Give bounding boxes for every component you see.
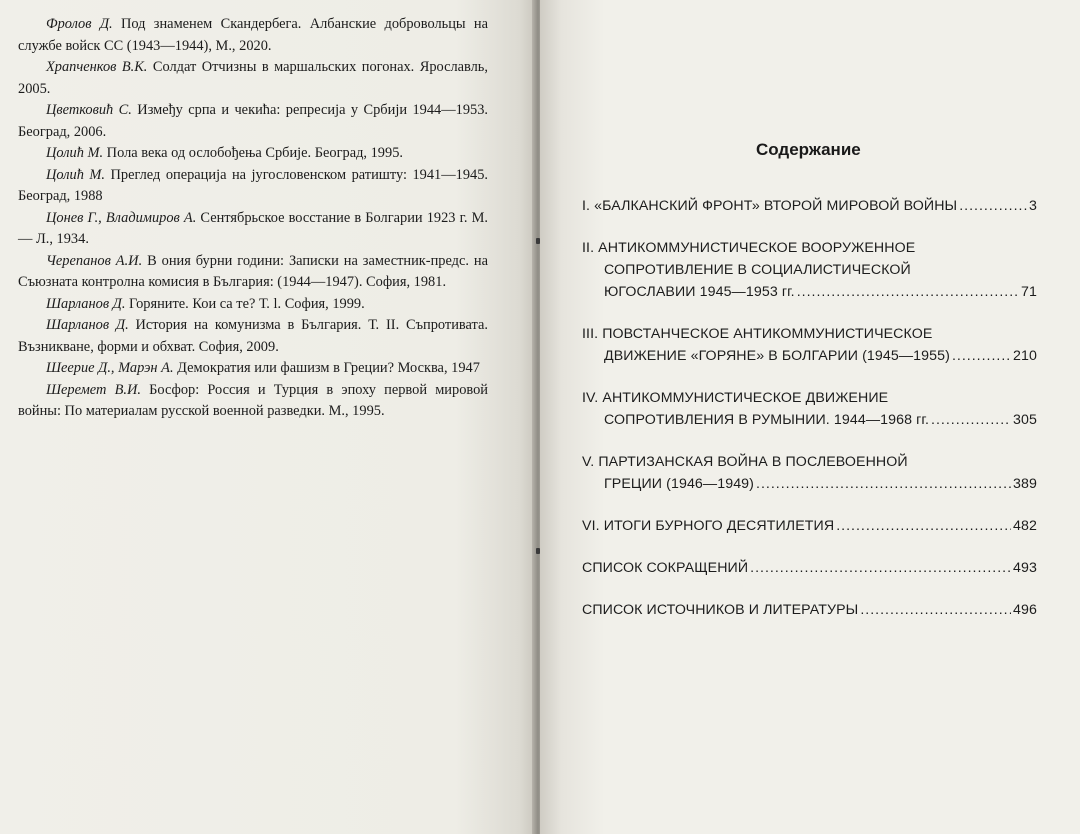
toc-entry-final-line bbox=[582, 345, 1037, 367]
toc-entry-title: ГРЕЦИИ (1946—1949) bbox=[604, 476, 754, 492]
toc-entry-final-line bbox=[582, 515, 1037, 537]
toc-entry[interactable] bbox=[582, 237, 1037, 303]
bibliography-list bbox=[18, 14, 488, 423]
toc-entry-title-line: СОПРОТИВЛЕНИЕ В СОЦИАЛИСТИЧЕСКОЙ bbox=[604, 262, 911, 278]
entry-text: Између српа и чекића: репресија у Србији 1944—1953. Београд, 2006. bbox=[18, 102, 488, 140]
bibliography-entry bbox=[18, 14, 488, 57]
entry-author: Фролов Д. bbox=[46, 16, 113, 32]
toc-dot-leader bbox=[860, 599, 1011, 621]
bibliography-entry bbox=[18, 358, 488, 380]
toc-page-number: 3 bbox=[1029, 198, 1037, 214]
entry-text: В ония бурни години: Записки на заместник-предс. на Съюзната контролна комисия в България: (1944—1947). София, 1981. bbox=[18, 252, 488, 290]
bibliography-entry bbox=[18, 143, 488, 165]
toc-entry-title: ДВИЖЕНИЕ «ГОРЯНЕ» В БОЛГАРИИ (1945—1955) bbox=[604, 348, 950, 364]
bibliography-entry bbox=[18, 380, 488, 423]
left-page bbox=[0, 0, 536, 834]
entry-author: Цолић М. bbox=[46, 166, 105, 183]
toc-page-number: 71 bbox=[1021, 284, 1037, 300]
toc-page-number: 210 bbox=[1013, 348, 1037, 364]
entry-text: Босфор: Россия и Турция в эпоху первой мировой войны: По материалам русской военной разведки. М., 1995. bbox=[18, 381, 488, 419]
entry-author: Цолић М. bbox=[46, 145, 104, 161]
contents-title: Содержание bbox=[756, 140, 861, 159]
table-of-contents bbox=[582, 195, 1037, 641]
toc-page-number: 389 bbox=[1013, 476, 1037, 492]
toc-entry-final-line bbox=[582, 281, 1037, 303]
toc-dot-leader bbox=[797, 281, 1019, 303]
toc-page-number: 305 bbox=[1013, 412, 1037, 428]
toc-dot-leader bbox=[836, 515, 1011, 537]
toc-entry[interactable] bbox=[582, 599, 1037, 621]
toc-entry-title: ЮГОСЛАВИИ 1945—1953 гг. bbox=[604, 284, 795, 300]
toc-entry-final-line bbox=[582, 473, 1037, 495]
entry-text: Горяните. Кои са те? Т. l. София, 1999. bbox=[125, 295, 365, 312]
entry-text: Под знаменем Скандербега. Албанские добровольцы на службе войск СС (1943—1944), М., 2020. bbox=[18, 16, 488, 54]
toc-entry-title: I. «БАЛКАНСКИЙ ФРОНТ» ВТОРОЙ МИРОВОЙ ВОЙНЫ bbox=[582, 198, 958, 214]
entry-text: Преглед операција на југословенском ратишту: 1941—1945. Београд, 1988 bbox=[18, 166, 489, 204]
entry-author: Шарланов Д. bbox=[46, 295, 126, 312]
entry-text: Пола века од ослобођења Србије. Београд, 1995. bbox=[103, 145, 403, 161]
entry-author: Цонев Г., Владимиров А. bbox=[46, 209, 197, 226]
toc-entry-title: СОПРОТИВЛЕНИЯ В РУМЫНИИ. 1944—1968 гг. bbox=[604, 412, 930, 428]
toc-entry-title-line: IV. АНТИКОММУНИСТИЧЕСКОЕ ДВИЖЕНИЕ bbox=[582, 390, 889, 406]
toc-entry-title-line: V. ПАРТИЗАНСКАЯ ВОЙНА В ПОСЛЕВОЕННОЙ bbox=[582, 454, 908, 470]
toc-entry[interactable] bbox=[582, 323, 1037, 367]
toc-dot-leader bbox=[931, 409, 1011, 431]
toc-dot-leader bbox=[959, 195, 1027, 217]
toc-entry-title: СПИСОК ИСТОЧНИКОВ И ЛИТЕРАТУРЫ bbox=[582, 602, 859, 618]
entry-text: Солдат Отчизны в маршальских погонах. Ярославль, 2005. bbox=[18, 59, 488, 97]
entry-author: Цветковић С. bbox=[46, 102, 132, 118]
toc-entry[interactable] bbox=[582, 451, 1037, 495]
entry-text: История на комунизма в България. Т. II. Съпротивата. Възникване, форми и обхват. София, 2009. bbox=[18, 317, 488, 355]
entry-author: Шеерие Д., Марэн А. bbox=[46, 360, 174, 376]
entry-author: Шеремет В.И. bbox=[46, 381, 141, 398]
toc-entry-title-line: III. ПОВСТАНЧЕСКОЕ АНТИКОММУНИСТИЧЕСКОЕ bbox=[582, 326, 933, 342]
bibliography-entry bbox=[18, 315, 488, 358]
toc-dot-leader bbox=[756, 473, 1011, 495]
bibliography-entry bbox=[18, 251, 488, 294]
bibliography-entry bbox=[18, 208, 488, 251]
toc-entry[interactable] bbox=[582, 195, 1037, 217]
toc-entry-final-line bbox=[582, 409, 1037, 431]
bibliography-entry bbox=[18, 294, 488, 316]
toc-entry[interactable] bbox=[582, 387, 1037, 431]
entry-author: Храпченков В.К. bbox=[46, 59, 148, 75]
entry-text: Сентябрьское восстание в Болгарии 1923 г. М. — Л., 1934. bbox=[18, 209, 488, 247]
toc-entry-title: СПИСОК СОКРАЩЕНИЙ bbox=[582, 560, 749, 576]
right-page bbox=[540, 0, 1080, 834]
toc-entry-title-line: II. АНТИКОММУНИСТИЧЕСКОЕ ВООРУЖЕННОЕ bbox=[582, 240, 916, 256]
toc-page-number: 496 bbox=[1013, 602, 1037, 618]
toc-entry-title: VI. ИТОГИ БУРНОГО ДЕСЯТИЛЕТИЯ bbox=[582, 518, 835, 534]
bibliography-entry bbox=[18, 57, 488, 100]
entry-author: Шарланов Д. bbox=[46, 317, 129, 333]
toc-entry-final-line bbox=[582, 599, 1037, 621]
bibliography-entry bbox=[18, 165, 488, 208]
toc-entry-final-line bbox=[582, 557, 1037, 579]
toc-entry[interactable] bbox=[582, 515, 1037, 537]
toc-dot-leader bbox=[952, 345, 1011, 367]
toc-page-number: 493 bbox=[1013, 560, 1037, 576]
bibliography-entry bbox=[18, 100, 488, 143]
toc-entry-final-line bbox=[582, 195, 1037, 217]
toc-page-number: 482 bbox=[1013, 518, 1037, 534]
entry-author: Черепанов А.И. bbox=[46, 252, 143, 269]
toc-dot-leader bbox=[750, 557, 1011, 579]
toc-entry[interactable] bbox=[582, 557, 1037, 579]
entry-text: Демократия или фашизм в Греции? Москва, 1947 bbox=[173, 360, 480, 376]
